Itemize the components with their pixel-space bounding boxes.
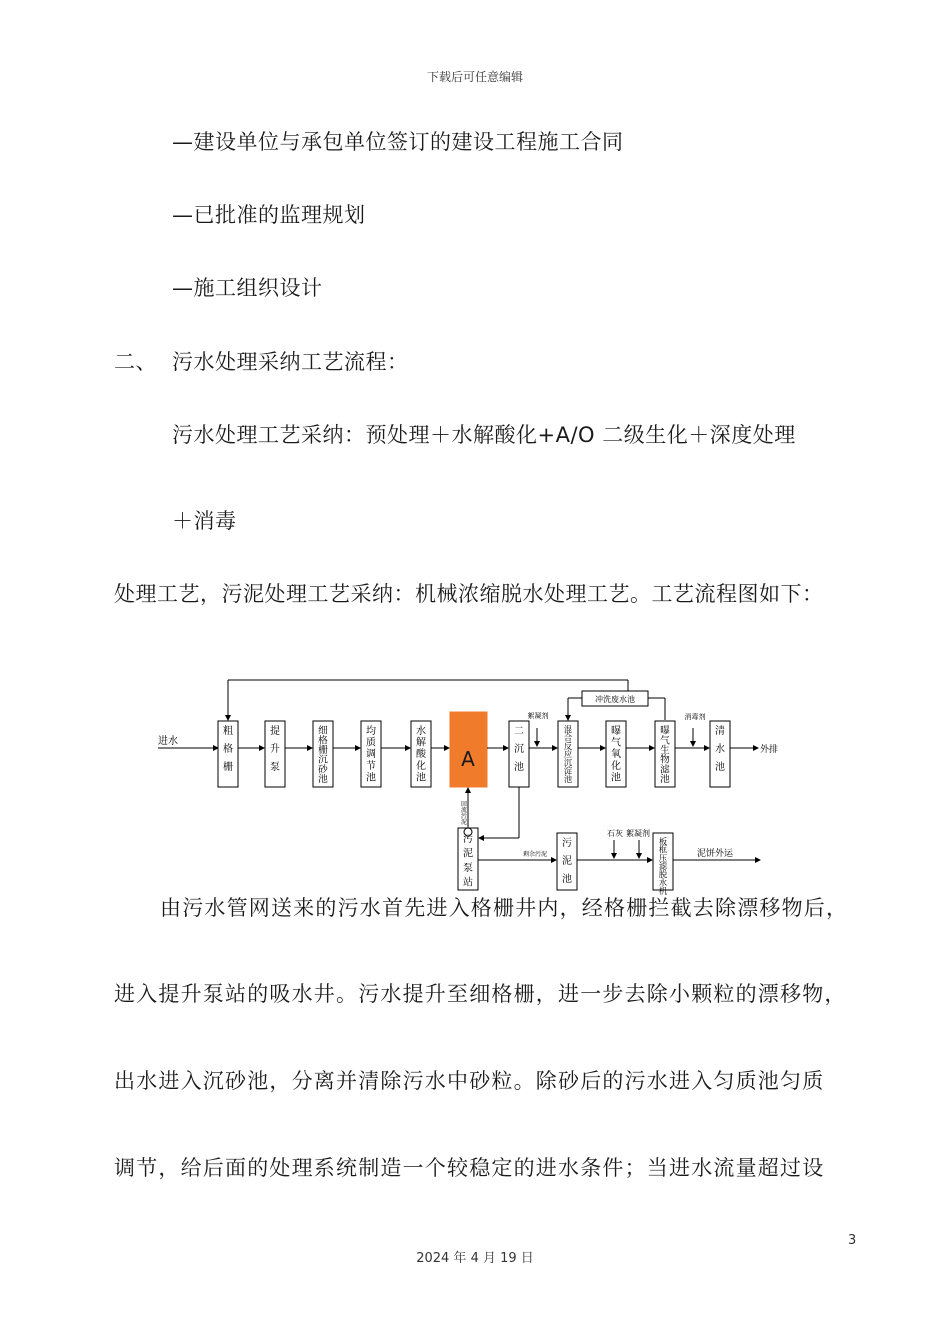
label-coag-sedimentation: 混合反应沉淀池	[563, 724, 573, 784]
basis-item-supervision-plan: —已批准的监理规划	[172, 203, 366, 227]
process-line-3: 处理工艺，污泥处理工艺采纳：机械浓缩脱水处理工艺。工艺流程图如下：	[114, 582, 824, 606]
body-paragraph-1: 由污水管网送来的污水首先进入格栅井内，经格栅拦截去除漂移物后，	[160, 896, 849, 920]
label-sludge-pump: 污泥泵站	[463, 834, 473, 889]
body-paragraph-4: 调节，给后面的处理系统制造一个较稳定的进水条件；当进水流量超过设	[114, 1156, 825, 1180]
label-clear-water: 清水池	[715, 726, 725, 773]
label-sludge-out: 泥饼外运	[697, 849, 734, 859]
label-backwash: 冲洗废水池	[595, 695, 635, 704]
label-secondary-clarifier: 二沉池	[514, 726, 524, 773]
body-paragraph-3: 出水进入沉砂池，分离并清除污水中砂粒。除砂后的污水进入匀质池匀质	[114, 1069, 825, 1093]
label-coarse-screen: 粗格栅	[223, 726, 233, 773]
label-return-sludge: 回流污泥	[460, 801, 468, 826]
label-lift-pump: 提升泵	[270, 726, 280, 773]
section-number: 二、	[114, 350, 157, 374]
label-lime: 石灰	[607, 829, 623, 838]
label-sludge-tank: 污泥池	[562, 838, 572, 885]
label-fine-screen: 细格栅沉砂池	[318, 725, 328, 785]
label-inlet: 进水	[158, 736, 178, 747]
process-line-2: ＋消毒	[172, 509, 237, 533]
process-line-1: 污水处理工艺采纳：预处理＋水解酸化+A/O 二级生化＋深度处理	[172, 423, 796, 447]
section-title: 污水处理采纳工艺流程：	[172, 350, 409, 374]
label-dewatering: 板框压滤脱水机	[658, 836, 668, 896]
label-excess-sludge: 剩余污泥	[523, 851, 548, 858]
label-disinfectant: 消毒剂	[684, 713, 706, 721]
body-paragraph-2: 进入提升泵站的吸水井。污水提升至细格栅，进一步去除小颗粒的漂移物，	[114, 982, 847, 1006]
label-coagulant: 絮凝剂	[527, 712, 549, 720]
page-header-note: 下载后可任意编辑	[426, 70, 523, 84]
basis-item-construction-design: —施工组织设计	[172, 276, 323, 300]
label-hydrolysis: 水解酸化池	[416, 726, 426, 784]
process-flow-diagram	[150, 670, 790, 900]
label-baf: 曝气生物滤池	[660, 725, 670, 785]
label-flocculant: 絮凝剂	[626, 829, 650, 838]
footer-date: 2024 年 4 月 19 日	[416, 1251, 534, 1266]
page-number: 3	[848, 1233, 857, 1248]
label-outlet: 外排	[760, 745, 779, 755]
label-equalization: 均质调节池	[366, 726, 376, 784]
basis-item-contract: —建设单位与承包单位签订的建设工程施工合同	[172, 130, 624, 154]
label-aeration-oxidation: 曝气氧化池	[611, 726, 621, 784]
label-a-tank: A	[461, 747, 475, 771]
